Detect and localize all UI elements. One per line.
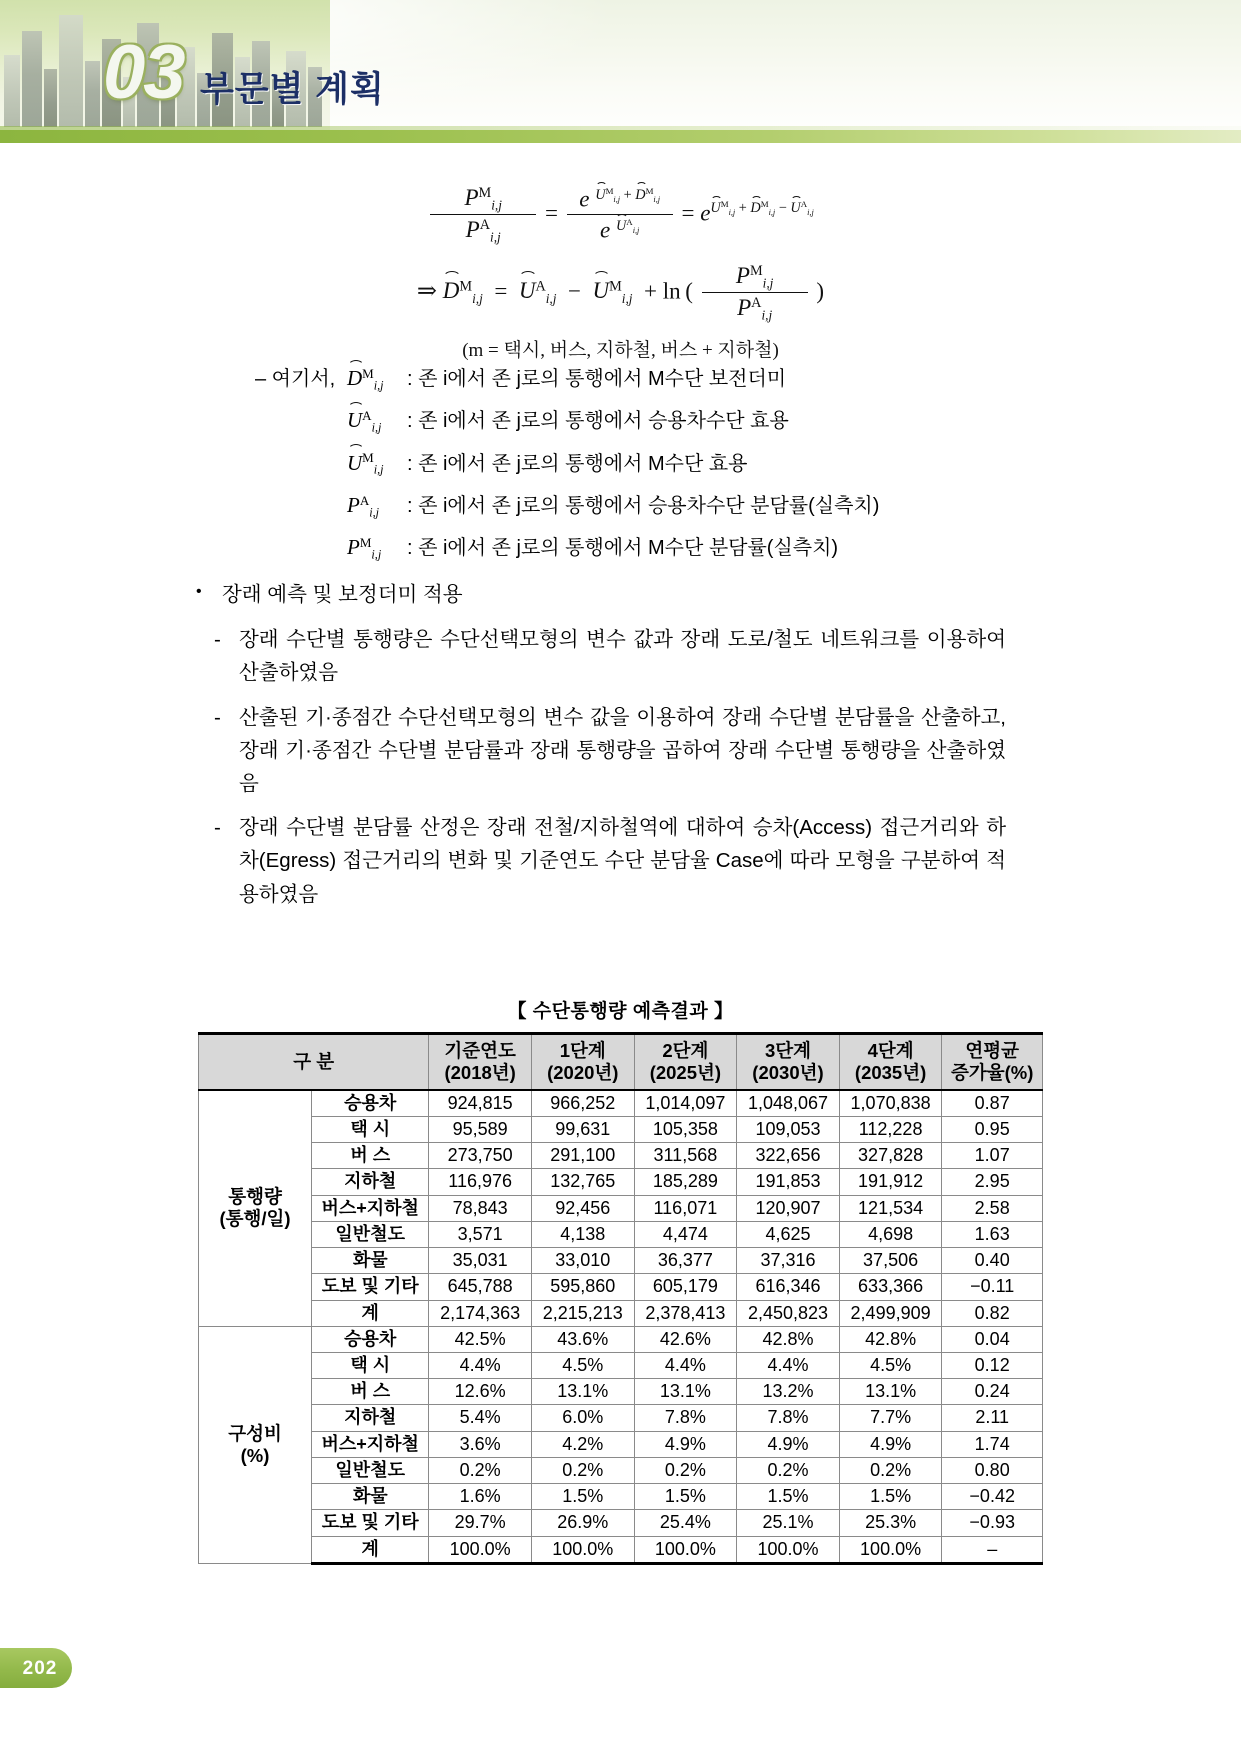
cell-value: 13.1% xyxy=(839,1379,942,1405)
header-stage-3 xyxy=(737,1034,840,1090)
table-row xyxy=(199,1169,1043,1195)
table-row xyxy=(199,1379,1043,1405)
definition-row xyxy=(255,362,1115,393)
row-item: 일반철도 xyxy=(312,1221,429,1247)
group-label-share xyxy=(199,1326,312,1563)
cell-value: 6.0% xyxy=(531,1405,634,1431)
cell-value: 42.5% xyxy=(429,1326,532,1352)
cell-value: 0.2% xyxy=(634,1457,737,1483)
table-row xyxy=(199,1484,1043,1510)
cell-value: 33,010 xyxy=(531,1248,634,1274)
row-item: 도보 및 기타 xyxy=(312,1510,429,1536)
definition-symbol: $D^M_{i,j}$ xyxy=(347,365,384,393)
header-stage-1 xyxy=(531,1034,634,1090)
definition-lead: – 여기서, xyxy=(255,368,336,390)
cell-value: 100.0% xyxy=(531,1536,634,1563)
table-row xyxy=(199,1536,1043,1563)
cell-value: 109,053 xyxy=(737,1116,840,1142)
cell-value: 4.4% xyxy=(634,1353,737,1379)
chapter-number: 03 xyxy=(103,30,184,115)
dash-marker: - xyxy=(214,705,221,729)
formula-mode-note: (m = 택시, 버스, 지하철, 버스 + 지하철) xyxy=(462,340,779,361)
cell-value: 132,765 xyxy=(531,1169,634,1195)
header-stage-1-bottom: (2020년) xyxy=(547,1061,619,1083)
table-row xyxy=(199,1195,1043,1221)
table-body-share xyxy=(199,1326,1043,1563)
cell-cagr: 0.82 xyxy=(942,1300,1043,1326)
cell-cagr: −0.11 xyxy=(942,1274,1043,1300)
cell-value: 1.5% xyxy=(839,1484,942,1510)
bullet-text: 장래 예측 및 보정더미 적용 xyxy=(222,583,463,606)
cell-value: 2,378,413 xyxy=(634,1300,737,1326)
table-row xyxy=(199,1274,1043,1300)
cell-value: 4,474 xyxy=(634,1221,737,1247)
dash-item xyxy=(196,811,1006,911)
cell-value: 12.6% xyxy=(429,1379,532,1405)
table-row xyxy=(199,1248,1043,1274)
definition-symbol: $U^M_{i,j}$ xyxy=(347,450,384,477)
table-header-row xyxy=(199,1034,1043,1090)
cell-value: 1.6% xyxy=(429,1484,532,1510)
cell-value: 633,366 xyxy=(839,1274,942,1300)
cell-value: 7.8% xyxy=(634,1405,737,1431)
cell-value: 37,316 xyxy=(737,1248,840,1274)
cell-cagr: 0.24 xyxy=(942,1379,1043,1405)
cell-value: 4,698 xyxy=(839,1221,942,1247)
row-item: 버스+지하철 xyxy=(312,1195,429,1221)
cell-value: 100.0% xyxy=(839,1536,942,1563)
cell-value: 2,450,823 xyxy=(737,1300,840,1326)
cell-value: 2,174,363 xyxy=(429,1300,532,1326)
header-stage-4-top: 4단계 xyxy=(867,1040,914,1061)
cell-value: 100.0% xyxy=(737,1536,840,1563)
header-division: 구 분 xyxy=(199,1034,429,1090)
cell-value: 36,377 xyxy=(634,1248,737,1274)
group-label-trips-bottom: (통행/일) xyxy=(219,1208,291,1230)
dash-marker: - xyxy=(214,628,221,652)
header-stage-3-bottom: (2030년) xyxy=(752,1061,824,1083)
cell-value: 0.2% xyxy=(429,1457,532,1483)
cell-value: 112,228 xyxy=(839,1116,942,1142)
row-item: 지하철 xyxy=(312,1405,429,1431)
cell-value: 100.0% xyxy=(634,1536,737,1563)
cell-value: 5.4% xyxy=(429,1405,532,1431)
cell-cagr: 0.04 xyxy=(942,1326,1043,1352)
formula-ratio-equation: $\frac{P^M_{i,j}}{P^A_{i,j}}$ = $\frac{e ^{U^M_{i,j} + D^M_{i,j}}}{e ^{U^A_{i,j}}}$ = $e^{U^M_{i,j} + D^M_{i,j} - U^A_{i,j}}$ xyxy=(0,185,1241,245)
cell-cagr: 0.40 xyxy=(942,1248,1043,1274)
page-number: 202 xyxy=(22,1658,58,1679)
header-stage-2 xyxy=(634,1034,737,1090)
table-row xyxy=(199,1405,1043,1431)
cell-value: 13.1% xyxy=(531,1379,634,1405)
cell-value: 37,506 xyxy=(839,1248,942,1274)
definition-text: : 존 i에서 존 j로의 통행에서 M수단 보전더미 xyxy=(407,368,787,390)
row-item: 계 xyxy=(312,1300,429,1326)
cell-value: 13.1% xyxy=(634,1379,737,1405)
cell-cagr: 1.74 xyxy=(942,1431,1043,1457)
definition-text: : 존 i에서 존 j로의 통행에서 승용차수단 분담률(실측치) xyxy=(407,494,880,517)
table-caption: 【 수단통행량 예측결과 】 xyxy=(507,1001,734,1022)
definition-symbol: $U^A_{i,j}$ xyxy=(347,408,382,435)
table-row xyxy=(199,1143,1043,1169)
row-item: 버 스 xyxy=(312,1143,429,1169)
header-cagr xyxy=(942,1034,1043,1090)
bullet-item xyxy=(196,578,1006,611)
header-stage-4-bottom: (2035년) xyxy=(854,1061,927,1083)
row-item: 계 xyxy=(312,1536,429,1563)
cell-value: 42.8% xyxy=(839,1326,942,1352)
cell-cagr: −0.42 xyxy=(942,1484,1043,1510)
cell-value: 4.2% xyxy=(531,1431,634,1457)
cell-cagr: 0.95 xyxy=(942,1116,1043,1142)
row-item: 화물 xyxy=(312,1248,429,1274)
cell-value: 100.0% xyxy=(429,1536,532,1563)
cell-value: 185,289 xyxy=(634,1169,737,1195)
cell-value: 105,358 xyxy=(634,1116,737,1142)
cell-value: 311,568 xyxy=(634,1143,737,1169)
cell-value: 616,346 xyxy=(737,1274,840,1300)
cell-value: 3.6% xyxy=(429,1431,532,1457)
formula-dummy-equation: ⇒ $D^M_{i,j} = U^A_{i,j} - U^M_{i,j} + \ln$ ( $\frac{P^M_{i,j}}{P^A_{i,j}}$ ) xyxy=(416,263,825,323)
cell-value: 191,912 xyxy=(839,1169,942,1195)
dash-text: 산출된 기·종점간 수단선택모형의 변수 값을 이용하여 장래 수단별 분담률을 산출하고, 장래 기·종점간 수단별 분담률과 장래 통행량을 곱하여 장래 수단별 통행량을 산출하였음 xyxy=(239,705,1006,796)
row-item: 버 스 xyxy=(312,1379,429,1405)
cell-value: 35,031 xyxy=(429,1248,532,1274)
header-cagr-bottom: 증가율(%) xyxy=(951,1061,1034,1083)
body-content xyxy=(196,578,1006,922)
cell-value: 29.7% xyxy=(429,1510,532,1536)
cell-value: 121,534 xyxy=(839,1195,942,1221)
definition-row xyxy=(255,447,1115,478)
table-header xyxy=(199,1034,1043,1090)
definition-row xyxy=(255,531,1115,562)
cell-value: 43.6% xyxy=(531,1326,634,1352)
cell-value: 4.9% xyxy=(634,1431,737,1457)
group-label-share-bottom: (%) xyxy=(240,1444,270,1466)
row-item: 도보 및 기타 xyxy=(312,1274,429,1300)
row-item: 지하철 xyxy=(312,1169,429,1195)
cell-value: 1.5% xyxy=(531,1484,634,1510)
formula-block xyxy=(0,185,1241,362)
cell-value: 26.9% xyxy=(531,1510,634,1536)
cell-cagr: −0.93 xyxy=(942,1510,1043,1536)
cell-value: 4.5% xyxy=(839,1353,942,1379)
row-item: 택 시 xyxy=(312,1116,429,1142)
definition-symbol: $P^A_{i,j}$ xyxy=(347,492,380,519)
definition-text: : 존 i에서 존 j로의 통행에서 M수단 효용 xyxy=(407,452,748,475)
cell-value: 95,589 xyxy=(429,1116,532,1142)
cell-value: 2,215,213 xyxy=(531,1300,634,1326)
cell-cagr: 0.80 xyxy=(942,1457,1043,1483)
cell-cagr: 0.12 xyxy=(942,1353,1043,1379)
cell-cagr: 0.87 xyxy=(942,1090,1043,1117)
cell-value: 0.2% xyxy=(737,1457,840,1483)
cell-value: 0.2% xyxy=(531,1457,634,1483)
table-row xyxy=(199,1326,1043,1352)
definition-list xyxy=(255,362,1115,573)
table-row xyxy=(199,1431,1043,1457)
table-row xyxy=(199,1221,1043,1247)
row-item: 택 시 xyxy=(312,1353,429,1379)
table-row xyxy=(199,1353,1043,1379)
row-item: 일반철도 xyxy=(312,1457,429,1483)
cell-value: 42.8% xyxy=(737,1326,840,1352)
cell-value: 966,252 xyxy=(531,1090,634,1117)
dash-item xyxy=(196,623,1006,689)
cell-value: 7.8% xyxy=(737,1405,840,1431)
cell-value: 25.3% xyxy=(839,1510,942,1536)
dash-text: 장래 수단별 분담률 산정은 장래 전철/지하철역에 대하여 승차(Access) 접근거리와 하차(Egress) 접근거리의 변화 및 기준연도 수단 분담율 Case에 따라 모형을 구분하여 적용하였음 xyxy=(239,816,1006,906)
header-cagr-top: 연평균 xyxy=(965,1040,1019,1061)
cell-value: 1,014,097 xyxy=(634,1090,737,1117)
cell-value: 25.4% xyxy=(634,1510,737,1536)
table-row xyxy=(199,1090,1043,1117)
cell-cagr: 1.07 xyxy=(942,1143,1043,1169)
table-row xyxy=(199,1116,1043,1142)
banner-green-underline xyxy=(0,130,1241,143)
dash-text: 장래 수단별 통행량은 수단선택모형의 변수 값과 장래 도로/철도 네트워크를 이용하여 산출하였음 xyxy=(239,628,1006,685)
table-body-trips xyxy=(199,1090,1043,1327)
cell-value: 4.4% xyxy=(737,1353,840,1379)
cell-value: 120,907 xyxy=(737,1195,840,1221)
header-base-year-bottom: (2018년) xyxy=(444,1061,516,1083)
header-stage-2-top: 2단계 xyxy=(662,1040,709,1061)
table-row xyxy=(199,1300,1043,1326)
cell-cagr: 2.95 xyxy=(942,1169,1043,1195)
cell-value: 42.6% xyxy=(634,1326,737,1352)
cell-value: 191,853 xyxy=(737,1169,840,1195)
definition-symbol: $P^M_{i,j}$ xyxy=(347,534,382,562)
cell-value: 605,179 xyxy=(634,1274,737,1300)
header-stage-1-top: 1단계 xyxy=(559,1040,606,1061)
row-item: 승용차 xyxy=(312,1090,429,1117)
header-base-year xyxy=(429,1034,532,1090)
row-item: 화물 xyxy=(312,1484,429,1510)
cell-value: 25.1% xyxy=(737,1510,840,1536)
dash-marker: - xyxy=(214,816,221,840)
cell-value: 1,048,067 xyxy=(737,1090,840,1117)
cell-value: 2,499,909 xyxy=(839,1300,942,1326)
dash-item xyxy=(196,701,1006,801)
header-stage-4 xyxy=(839,1034,942,1090)
header-stage-2-bottom: (2025년) xyxy=(649,1061,722,1083)
cell-value: 327,828 xyxy=(839,1143,942,1169)
cell-value: 0.2% xyxy=(839,1457,942,1483)
cell-value: 13.2% xyxy=(737,1379,840,1405)
cell-value: 1.5% xyxy=(634,1484,737,1510)
cell-value: 4.9% xyxy=(839,1431,942,1457)
row-item: 승용차 xyxy=(312,1326,429,1352)
row-item: 버스+지하철 xyxy=(312,1431,429,1457)
cell-value: 78,843 xyxy=(429,1195,532,1221)
cell-value: 4,625 xyxy=(737,1221,840,1247)
cell-value: 645,788 xyxy=(429,1274,532,1300)
group-label-trips xyxy=(199,1090,312,1327)
definition-row xyxy=(255,404,1115,435)
cell-value: 595,860 xyxy=(531,1274,634,1300)
cell-cagr: – xyxy=(942,1536,1043,1563)
cell-value: 273,750 xyxy=(429,1143,532,1169)
cell-value: 4,138 xyxy=(531,1221,634,1247)
group-label-share-top: 구성비 xyxy=(228,1422,282,1444)
cell-value: 1,070,838 xyxy=(839,1090,942,1117)
cell-value: 4.9% xyxy=(737,1431,840,1457)
definition-text: : 존 i에서 존 j로의 통행에서 승용차수단 효용 xyxy=(407,410,789,433)
chapter-title: 부문별 계획 xyxy=(200,70,385,109)
cell-value: 99,631 xyxy=(531,1116,634,1142)
group-label-trips-top: 통행량 xyxy=(228,1186,282,1208)
page-header-banner xyxy=(0,0,1241,143)
cell-value: 4.4% xyxy=(429,1353,532,1379)
cell-value: 924,815 xyxy=(429,1090,532,1117)
definition-text: : 존 i에서 존 j로의 통행에서 M수단 분담률(실측치) xyxy=(407,537,839,559)
cell-value: 1.5% xyxy=(737,1484,840,1510)
table-row xyxy=(199,1457,1043,1483)
cell-cagr: 2.11 xyxy=(942,1405,1043,1431)
table-row xyxy=(199,1510,1043,1536)
definition-row xyxy=(255,489,1115,520)
cell-cagr: 1.63 xyxy=(942,1221,1043,1247)
bullet-marker: • xyxy=(196,583,202,600)
cell-value: 4.5% xyxy=(531,1353,634,1379)
header-base-year-top: 기준연도 xyxy=(444,1040,516,1061)
cell-value: 291,100 xyxy=(531,1143,634,1169)
cell-value: 3,571 xyxy=(429,1221,532,1247)
cell-value: 322,656 xyxy=(737,1143,840,1169)
mode-trip-forecast-table xyxy=(198,1032,1043,1565)
cell-value: 7.7% xyxy=(839,1405,942,1431)
cell-value: 92,456 xyxy=(531,1195,634,1221)
header-stage-3-top: 3단계 xyxy=(764,1040,811,1061)
cell-value: 116,071 xyxy=(634,1195,737,1221)
cell-cagr: 2.58 xyxy=(942,1195,1043,1221)
cell-value: 116,976 xyxy=(429,1169,532,1195)
